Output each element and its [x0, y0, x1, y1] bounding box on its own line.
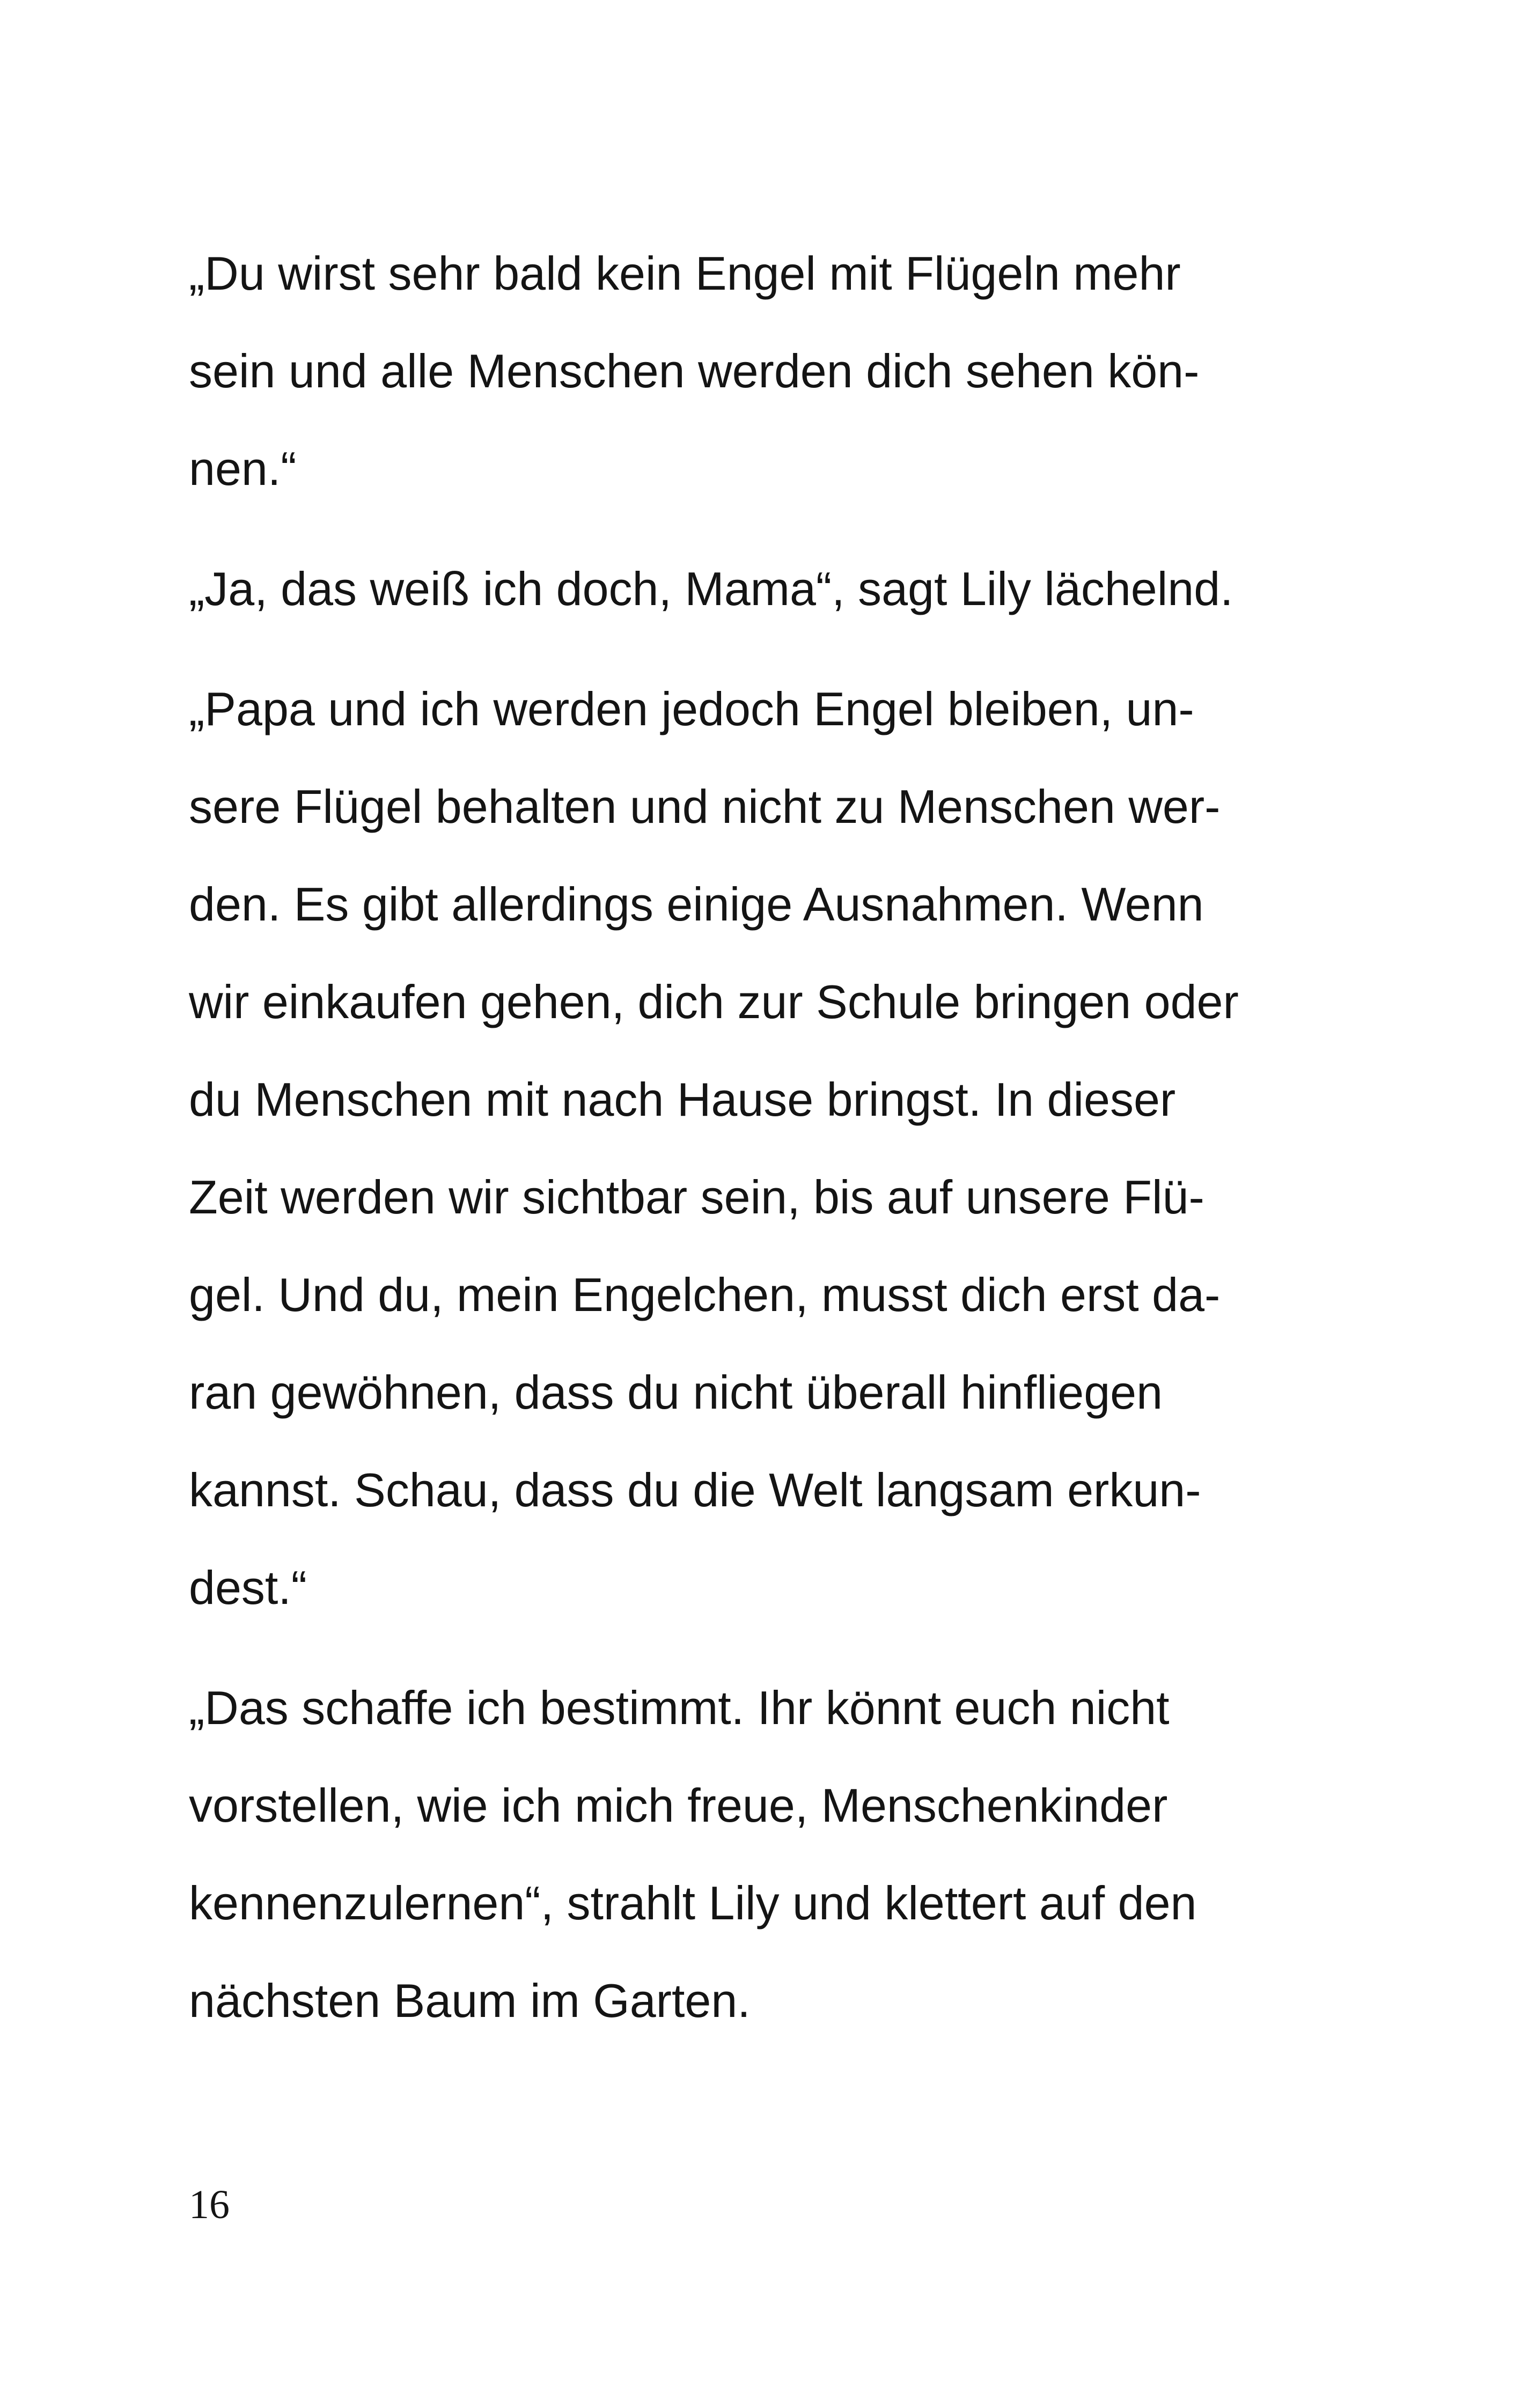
text-line: kannst. Schau, dass du die Welt langsam erkun-: [189, 1463, 1201, 1516]
paragraph: [189, 1665, 1305, 2056]
text-line: ran gewöhnen, dass du nicht überall hinfliegen: [189, 1366, 1163, 1419]
text-line: „Papa und ich werden jedoch Engel bleiben, un-: [189, 682, 1194, 735]
paragraph: [189, 546, 1305, 644]
page-number: 16: [189, 2182, 230, 2227]
paragraph: [189, 231, 1305, 524]
paragraph-spacer: [189, 1643, 1305, 1665]
text-line: Zeit werden wir sichtbar sein, bis auf unsere Flü-: [189, 1170, 1204, 1224]
text-line: sere Flügel behalten und nicht zu Menschen wer-: [189, 780, 1221, 833]
paragraph-spacer: [189, 644, 1305, 666]
text-line: dest.“: [189, 1561, 307, 1614]
text-line: vorstellen, wie ich mich freue, Menschenkinder: [189, 1779, 1168, 1832]
text-line: wir einkaufen gehen, dich zur Schule bringen oder: [189, 975, 1239, 1028]
paragraph: [189, 666, 1305, 1643]
paragraph-spacer: [189, 524, 1305, 546]
text-line: „Das schaffe ich bestimmt. Ihr könnt euch nicht: [189, 1681, 1170, 1734]
text-line: „Du wirst sehr bald kein Engel mit Flügeln mehr: [189, 247, 1181, 300]
text-line: kennenzulernen“, strahlt Lily und klettert auf den: [189, 1876, 1197, 1930]
text-line: sein und alle Menschen werden dich sehen kön-: [189, 344, 1200, 397]
body-text: [189, 231, 1305, 2056]
text-line: gel. Und du, mein Engelchen, musst dich erst da-: [189, 1268, 1221, 1321]
text-line: den. Es gibt allerdings einige Ausnahmen. Wenn: [189, 878, 1204, 931]
text-line: „Ja, das weiß ich doch, Mama“, sagt Lily lächelnd.: [189, 562, 1233, 615]
text-line: nen.“: [189, 442, 297, 495]
text-line: du Menschen mit nach Hause bringst. In dieser: [189, 1073, 1176, 1126]
text-line: nächsten Baum im Garten.: [189, 1974, 751, 2027]
